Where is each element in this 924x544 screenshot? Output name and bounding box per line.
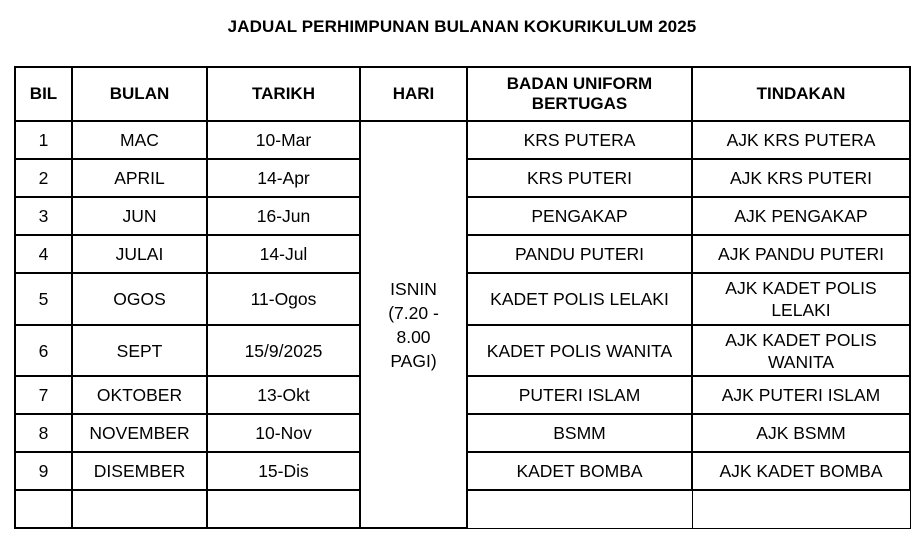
cell-bil: 5 [15, 273, 72, 325]
cell-tindakan [692, 325, 910, 376]
schedule-table [14, 66, 911, 529]
cell-badan: KRS PUTERA [467, 121, 692, 159]
cell-tarikh: 11-Ogos [207, 273, 360, 325]
header-badan-uniform [467, 67, 692, 121]
cell-tarikh: 14-Jul [207, 235, 360, 273]
cell-bil: 8 [15, 414, 72, 452]
document-title: JADUAL PERHIMPUNAN BULANAN KOKURIKULUM 2025 [227, 17, 697, 36]
cell-bulan: JUN [72, 197, 207, 235]
cell-bil: 6 [15, 325, 72, 376]
cell-empty [15, 490, 72, 528]
tindakan-line1: AJK KADET POLIS [725, 278, 877, 298]
cell-bil: 7 [15, 376, 72, 414]
cell-tindakan: AJK KRS PUTERI [692, 159, 910, 197]
cell-badan: BSMM [467, 414, 692, 452]
cell-tindakan: AJK PENGAKAP [692, 197, 910, 235]
tindakan-line1: AJK KADET POLIS [725, 329, 877, 350]
cell-tindakan: AJK PUTERI ISLAM [692, 376, 910, 414]
cell-badan: KADET POLIS LELAKI [467, 273, 692, 325]
cell-badan: PENGAKAP [467, 197, 692, 235]
cell-bulan: APRIL [72, 159, 207, 197]
cell-tindakan: AJK BSMM [692, 414, 910, 452]
cell-tarikh: 10-Mar [207, 121, 360, 159]
cell-badan: PANDU PUTERI [467, 235, 692, 273]
cell-bil: 4 [15, 235, 72, 273]
tindakan-line2: WANITA [767, 351, 835, 372]
cell-badan: KRS PUTERI [467, 159, 692, 197]
cell-tarikh: 15-Dis [207, 452, 360, 490]
cell-bulan: MAC [72, 121, 207, 159]
cell-bulan: JULAI [72, 235, 207, 273]
cell-empty [692, 490, 910, 528]
cell-hari [360, 121, 467, 528]
cell-tarikh: 15/9/2025 [207, 325, 360, 376]
cell-bil: 1 [15, 121, 72, 159]
hari-line3: 8.00 [396, 326, 431, 347]
header-badan-line2: BERTUGAS [531, 94, 628, 113]
header-bil: BIL [15, 67, 72, 121]
header-badan-line1: BADAN UNIFORM [506, 74, 653, 93]
cell-empty [72, 490, 207, 528]
cell-bil: 3 [15, 197, 72, 235]
cell-bil: 2 [15, 159, 72, 197]
cell-tindakan [692, 273, 910, 325]
cell-bulan: OKTOBER [72, 376, 207, 414]
header-tarikh: TARIKH [207, 67, 360, 121]
cell-badan: KADET POLIS WANITA [467, 325, 692, 376]
cell-tindakan: AJK KADET BOMBA [692, 452, 910, 490]
cell-tindakan: AJK PANDU PUTERI [692, 235, 910, 273]
cell-bulan: SEPT [72, 325, 207, 376]
table-header-row [15, 67, 910, 121]
tindakan-line2: LELAKI [771, 300, 831, 320]
hari-line4: PAGI) [390, 350, 437, 371]
cell-tarikh: 14-Apr [207, 159, 360, 197]
cell-tarikh: 10-Nov [207, 414, 360, 452]
cell-bulan: DISEMBER [72, 452, 207, 490]
cell-bulan: OGOS [72, 273, 207, 325]
cell-bulan: NOVEMBER [72, 414, 207, 452]
hari-line2: (7.20 - [388, 302, 439, 323]
table-row [15, 121, 910, 159]
header-tindakan: TINDAKAN [692, 67, 910, 121]
cell-empty [467, 490, 692, 528]
cell-empty [207, 490, 360, 528]
hari-line1: ISNIN [390, 278, 437, 299]
cell-badan: KADET BOMBA [467, 452, 692, 490]
cell-badan: PUTERI ISLAM [467, 376, 692, 414]
cell-tindakan: AJK KRS PUTERA [692, 121, 910, 159]
cell-tarikh: 16-Jun [207, 197, 360, 235]
header-hari: HARI [360, 67, 467, 121]
header-bulan: BULAN [72, 67, 207, 121]
cell-tarikh: 13-Okt [207, 376, 360, 414]
cell-bil: 9 [15, 452, 72, 490]
